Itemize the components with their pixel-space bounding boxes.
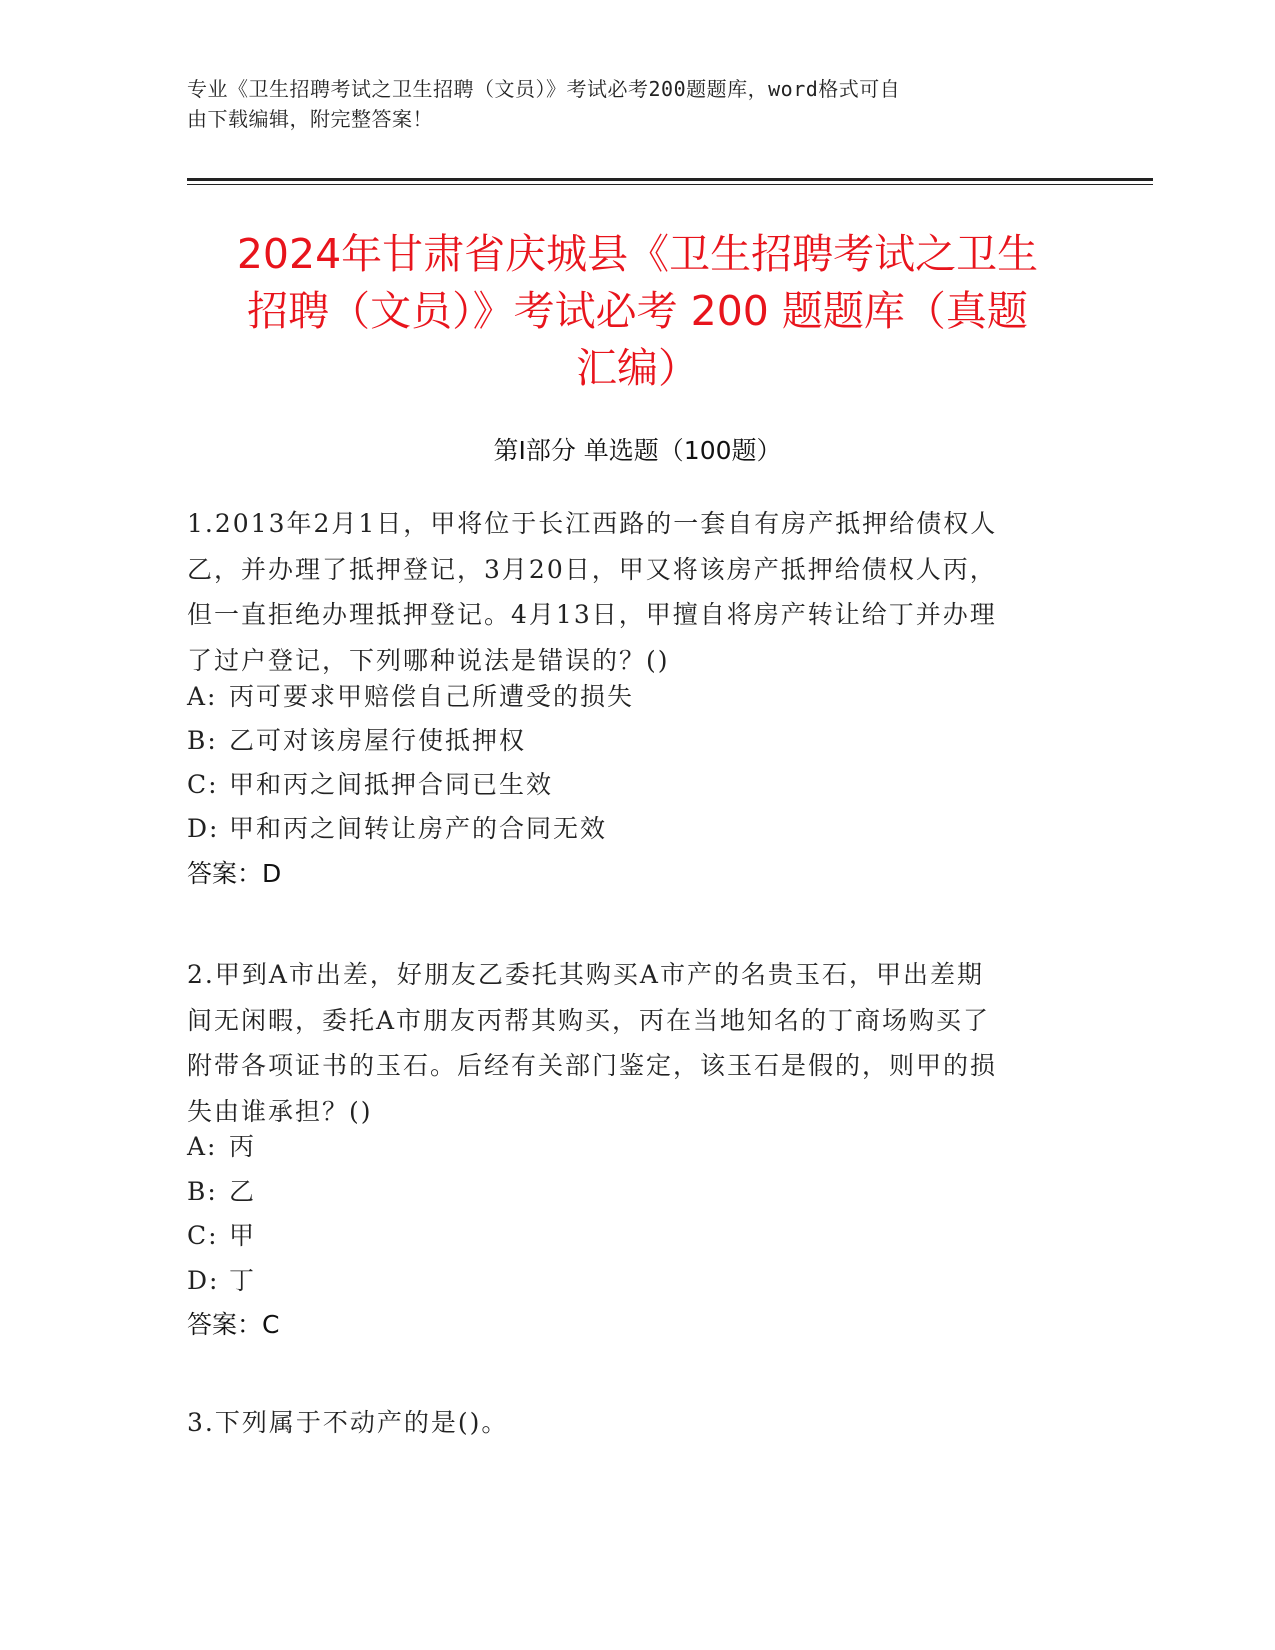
option-key: D: [187,1266,220,1295]
question-line: 失由谁承担？() [187,1096,373,1126]
title-line: 招聘（文员）》考试必考 200 题题库（真题 [247,287,1028,335]
question-line: 乙，并办理了抵押登记，3月20日，甲又将该房产抵押给债权人丙， [187,554,997,584]
option-text: 丁 [229,1266,257,1295]
header-divider-thin [187,184,1153,185]
question-line: 3.下列属于不动产的是()。 [187,1408,509,1437]
option-text: 乙可对该房屋行使抵押权 [229,726,527,755]
question-1-option-a [187,680,634,714]
option-text: 甲和丙之间抵押合同已生效 [229,770,554,799]
option-key: B: [187,1177,218,1206]
option-key: B: [187,726,218,755]
option-key: C: [187,1221,219,1250]
option-text: 甲和丙之间转让房产的合同无效 [229,814,608,843]
option-key: A: [187,682,218,711]
question-2-option-a [187,1130,256,1164]
question-line: 附带各项证书的玉石。后经有关部门鉴定，该玉石是假的，则甲的损 [187,1051,998,1080]
question-2-option-b [187,1175,256,1209]
question-1-answer: 答案：D [187,859,282,888]
question-2-text [187,952,1067,1134]
title-line: 2024年甘肃省庆城县《卫生招聘考试之卫生 [236,230,1039,278]
option-text: 乙 [229,1177,257,1206]
document-title [150,226,1125,397]
question-1-option-c [187,768,553,802]
header-note-line: 专业《卫生招聘考试之卫生招聘（文员）》考试必考200题题库，word格式可自 [187,77,901,101]
question-line: 2.甲到A市出差，好朋友乙委托其购买A市产的名贵玉石，甲出差期 [187,960,984,989]
question-line: 1.2013年2月1日，甲将位于长江西路的一套自有房产抵押给债权人 [187,509,998,538]
question-1-option-b [187,724,526,758]
header-note [187,74,1067,134]
question-3-text [187,1400,1067,1446]
option-key: A: [187,1132,218,1161]
header-divider-thick [187,178,1153,181]
header-note-line: 由下载编辑，附完整答案！ [187,107,433,131]
question-1-text [187,501,1067,683]
option-key: D: [187,814,220,843]
question-2-answer: 答案：C [187,1310,280,1339]
question-2-option-c [187,1219,256,1253]
title-line: 汇编） [576,344,699,392]
section-title: 第Ⅰ部分 单选题（100题） [493,436,782,465]
option-text: 丙可要求甲赔偿自己所遭受的损失 [229,682,635,711]
question-1-option-d [187,812,607,846]
question-line: 了过户登记，下列哪种说法是错误的？() [187,645,670,675]
question-line: 间无闲暇，委托A市朋友丙帮其购买，丙在当地知名的丁商场购买了 [187,1005,991,1035]
option-key: C: [187,770,219,799]
option-text: 丙 [229,1132,257,1161]
question-2-option-d [187,1264,256,1298]
question-line: 但一直拒绝办理抵押登记。4月13日，甲擅自将房产转让给丁并办理 [187,600,997,629]
option-text: 甲 [229,1221,257,1250]
